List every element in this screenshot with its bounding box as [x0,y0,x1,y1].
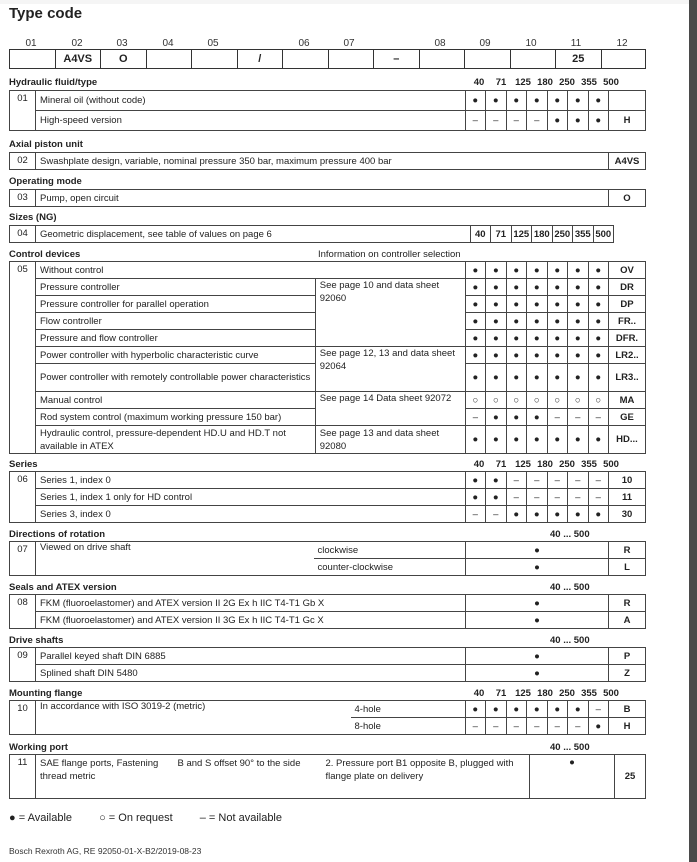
table-row: Rod system control (maximum working pressure 150 bar) – ● ● ● – – – GE [10,409,646,426]
document-footer: Bosch Rexroth AG, RE 92050-01-X-B2/2019-08-23 [9,846,202,856]
table-row: 06 Series 1, index 0 ● ● – – – – – 10 [10,472,646,489]
table-row: High-speed version – – – – ● ● ● H [10,111,646,131]
table-row: Pressure controller for parallel operation ● ● ● ● ● ● ● DP [10,296,646,313]
range-label: 40 ... 500 [550,635,590,646]
scrollbar[interactable] [689,0,697,862]
size-header: 40 71 125 180 250 355 500 [473,77,619,88]
code-pos: 06 [298,38,310,49]
table-row: Manual control See page 14 Data sheet 92072 ○ ○ ○ ○ ○ ○ ○ MA [10,392,646,409]
table-flange [9,700,646,735]
code-pos: 11 [570,38,582,49]
table-series [9,471,646,523]
table-row: 02 Swashplate design, variable, nominal pressure 350 bar, maximum pressure 400 bar A4VS [10,153,646,170]
code-pos: 03 [116,38,128,49]
section-heading-hydraulic: Hydraulic fluid/type [9,77,98,88]
section-heading-shafts: Drive shafts [9,635,64,646]
section-heading-flange: Mounting flange [9,688,83,699]
table-rotation [9,541,646,576]
code-box [191,49,237,69]
table-row: Hydraulic control, pressure-dependent HD.U and HD.T not available in ATEX See page 13 and data sheet 92080 ● ● ● ● ● ● ● HD... [10,426,646,454]
section-heading-sizes: Sizes (NG) [9,212,57,223]
range-label: 40 ... 500 [550,529,590,540]
table-row: Splined shaft DIN 5480 ● Z [10,665,646,682]
table-row: 8-hole – – – – – – ● H [10,718,646,735]
page-title: Type code [9,5,83,22]
table-row: Series 1, index 1 only for HD control ● ● – – – – – 11 [10,489,646,506]
table-row: 09 Parallel keyed shaft DIN 6885 ● P [10,648,646,665]
legend-not-available: – = Not available [199,812,282,824]
table-shafts [9,647,646,682]
table-operating [9,189,646,207]
legend-available: ● = Available [9,812,73,824]
table-row: Series 3, index 0 – – ● ● ● ● ● 30 [10,506,646,523]
code-box: / [237,49,283,69]
table-row: Pressure and flow controller ● ● ● ● ● ● ● DFR. [10,330,646,347]
code-pos: 08 [434,38,446,49]
table-hydraulic [9,90,646,131]
legend-on-request: ○ = On request [99,812,173,824]
table-control [9,261,646,454]
code-box [328,49,374,69]
size-header: 40 71 125 180 250 355 500 [473,459,619,470]
code-box [464,49,510,69]
code-pos: 02 [71,38,83,49]
table-row: Pressure controller See page 10 and data sheet 92060 ● ● ● ● ● ● ● DR [10,279,646,296]
code-box [510,49,556,69]
section-heading-seals: Seals and ATEX version [9,582,117,593]
table-row: 03 Pump, open circuit O [10,190,646,207]
section-heading-port: Working port [9,742,68,753]
code-box [146,49,192,69]
code-box [282,49,328,69]
page-top-band [0,0,689,4]
code-pos: 01 [25,38,37,49]
code-pos: 07 [343,38,355,49]
size-header: 40 71 125 180 250 355 500 [473,688,619,699]
code-pos: 10 [525,38,537,49]
table-seals [9,594,646,629]
table-row: 05 Without control ● ● ● ● ● ● ● OV [10,262,646,279]
code-box: A4VS [55,49,101,69]
section-heading-control: Control devices [9,249,81,260]
table-row: Flow controller ● ● ● ● ● ● ● FR.. [10,313,646,330]
table-row: 10 In accordance with ISO 3019-2 (metric) 4-hole ● ● ● ● ● ● – B [10,701,646,718]
table-sizes [9,225,614,243]
table-row: 08 FKM (fluoroelastomer) and ATEX version II 2G Ex h IIC T4-T1 Gb X ● R [10,595,646,612]
table-row: 11 SAE flange ports, Fastening thread metric B and S offset 90° to the side 2. Pressure port B1 opposite B, plugged with flange plate on delivery ● 25 [10,755,646,799]
code-box: O [100,49,146,69]
code-box [9,49,55,69]
controller-info-heading: Information on controller selection [318,249,461,260]
range-label: 40 ... 500 [550,742,590,753]
table-row: 01 Mineral oil (without code) ● ● ● ● ● ● ● [10,91,646,111]
section-heading-axial: Axial piston unit [9,139,83,150]
table-row: Power controller with remotely controllable power characteristics ● ● ● ● ● ● ● LR3.. [10,364,646,392]
code-pos: 09 [479,38,491,49]
range-label: 40 ... 500 [550,582,590,593]
table-row: Power controller with hyperbolic characteristic curve See page 12, 13 and data sheet 92064 ● ● ● ● ● ● ● LR2.. [10,347,646,364]
table-port [9,754,646,799]
section-heading-operating: Operating mode [9,176,82,187]
section-heading-series: Series [9,459,38,470]
code-box [601,49,647,69]
table-row: 07 Viewed on drive shaft clockwise ● R [10,542,646,559]
code-box [419,49,465,69]
section-heading-rotation: Directions of rotation [9,529,106,540]
code-pos: 05 [207,38,219,49]
code-pos: 12 [616,38,628,49]
table-row: counter-clockwise ● L [10,559,646,576]
availability-legend [9,812,306,824]
code-pos: 04 [162,38,174,49]
table-axial [9,152,646,170]
table-row: 04 Geometric displacement, see table of values on page 6 40 71 125 180 250 355 500 [10,226,614,243]
code-box: – [373,49,419,69]
code-box: 25 [555,49,601,69]
table-row: FKM (fluoroelastomer) and ATEX version II 3G Ex h IIC T4-T1 Gc X ● A [10,612,646,629]
